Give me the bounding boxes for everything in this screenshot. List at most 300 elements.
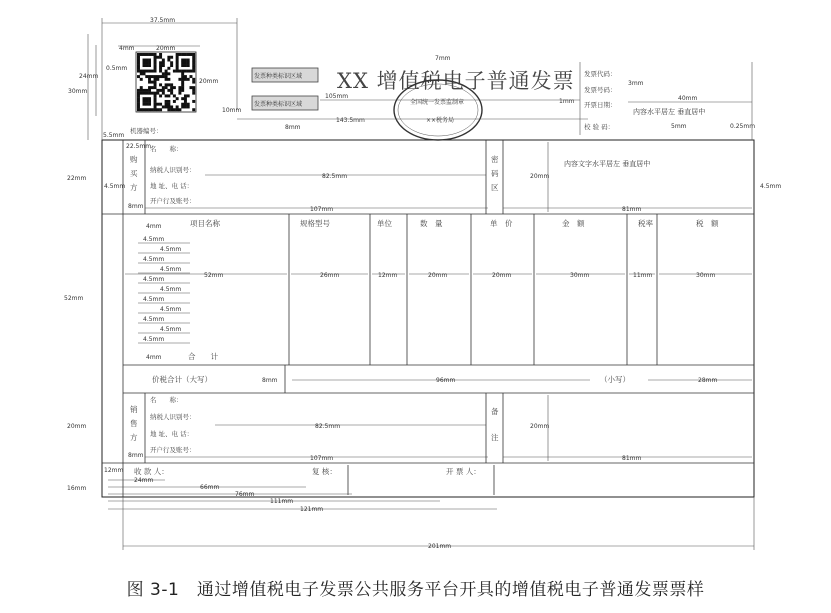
- qr-module: [189, 86, 192, 89]
- qr-module: [140, 53, 143, 56]
- qr-module: [178, 53, 181, 56]
- qr-module: [187, 78, 190, 81]
- qr-module: [148, 86, 151, 89]
- row-height-dim-7: 4.5mm: [160, 306, 182, 313]
- header-label-code: 发票代码：: [584, 70, 617, 78]
- qr-module: [187, 103, 190, 106]
- seller-row-bank: 开户行及账号：: [150, 446, 196, 454]
- dim-30mm-left: 30mm: [68, 88, 88, 95]
- dim-8mm-buyer: 8mm: [128, 203, 144, 210]
- code-side-3: 区: [491, 183, 499, 192]
- qr-module: [156, 78, 159, 81]
- dim-0-25mm: 0.25mm: [730, 123, 756, 130]
- code-side-2: 码: [491, 169, 499, 178]
- qr-module: [176, 61, 179, 64]
- dim-52mm: 52mm: [64, 295, 84, 302]
- dim-3mm: 3mm: [628, 80, 644, 87]
- qr-module: [184, 61, 187, 64]
- qr-module: [148, 59, 151, 62]
- buyer-side-1: 购: [130, 155, 138, 164]
- qr-code: [136, 52, 196, 112]
- qr-module: [159, 67, 162, 70]
- qr-module: [156, 75, 159, 78]
- qr-module: [170, 83, 173, 86]
- qr-module: [181, 78, 184, 81]
- qr-module: [162, 75, 165, 78]
- code-side-1: 密: [491, 155, 499, 164]
- qr-module: [184, 94, 187, 97]
- items-header-1: 规格型号: [300, 219, 330, 228]
- dim-40mm: 40mm: [678, 95, 698, 102]
- qr-module: [176, 70, 179, 73]
- qr-module: [148, 61, 151, 64]
- qr-module: [154, 56, 157, 59]
- qr-module: [137, 53, 140, 56]
- stamp-label-2: 发票种类标识区域: [254, 101, 303, 108]
- dim-96mm: 96mm: [436, 377, 456, 384]
- qr-module: [181, 61, 184, 64]
- qr-module: [159, 61, 162, 64]
- items-header-2: 单位: [377, 219, 392, 228]
- dim-4-5mm-buyer-left: 4.5mm: [104, 183, 126, 190]
- dim-4mm-top: 4mm: [119, 45, 135, 52]
- qr-module: [181, 70, 184, 73]
- qr-module: [184, 103, 187, 106]
- qr-module: [184, 105, 187, 108]
- qr-module: [137, 92, 140, 95]
- qr-module: [173, 108, 176, 111]
- qr-module: [167, 67, 170, 70]
- items-header-7: 税 额: [696, 219, 719, 228]
- qr-module: [187, 64, 190, 67]
- qr-module: [137, 94, 140, 97]
- qr-module: [184, 70, 187, 73]
- qr-module: [162, 61, 165, 64]
- qr-module: [165, 103, 168, 106]
- qr-module: [167, 59, 170, 62]
- row-height-dim-4: 4.5mm: [143, 276, 165, 283]
- dim-0-5mm: 0.5mm: [106, 65, 128, 72]
- qr-module: [173, 70, 176, 73]
- machine-number-label: 机器编号：: [130, 127, 163, 135]
- qr-module: [176, 53, 179, 56]
- dim-20mm-qr: 20mm: [199, 78, 219, 85]
- qr-module: [140, 86, 143, 89]
- row-height-dim-8: 4.5mm: [143, 316, 165, 323]
- seller-side-2: 售: [130, 419, 138, 428]
- qr-module: [154, 75, 157, 78]
- qr-module: [165, 83, 168, 86]
- small-label: （小写）: [600, 375, 630, 384]
- dim-107mm-buyer: 107mm: [310, 206, 334, 213]
- dim-20mm-code: 20mm: [530, 173, 550, 180]
- qr-module: [154, 86, 157, 89]
- qr-module: [176, 64, 179, 67]
- qr-module: [137, 64, 140, 67]
- buyer-row-address: 地 址、电 话：: [150, 182, 194, 190]
- qr-module: [176, 105, 179, 108]
- dim-121mm: 121mm: [300, 506, 324, 513]
- qr-module: [148, 108, 151, 111]
- items-dim-label-0: 52mm: [204, 272, 224, 279]
- qr-module: [159, 108, 162, 111]
- items-dim-label-4: 20mm: [492, 272, 512, 279]
- qr-module: [140, 92, 143, 95]
- qr-module: [154, 83, 157, 86]
- items-dim-label-6: 11mm: [633, 272, 653, 279]
- qr-module: [165, 105, 168, 108]
- qr-module: [154, 100, 157, 103]
- qr-module: [148, 53, 151, 56]
- qr-module: [181, 97, 184, 100]
- qr-module: [151, 108, 154, 111]
- qr-module: [165, 75, 168, 78]
- qr-module: [137, 105, 140, 108]
- qr-module: [162, 92, 165, 95]
- qr-module: [181, 64, 184, 67]
- qr-module: [145, 75, 148, 78]
- qr-module: [181, 86, 184, 89]
- qr-module: [151, 86, 154, 89]
- qr-module: [137, 70, 140, 73]
- qr-module: [159, 53, 162, 56]
- qr-module: [137, 59, 140, 62]
- dim-111mm: 111mm: [270, 498, 294, 505]
- qr-module: [145, 59, 148, 62]
- items-header-6: 税率: [638, 219, 653, 228]
- items-dim-label-1: 26mm: [320, 272, 340, 279]
- qr-module: [176, 59, 179, 62]
- qr-module: [148, 78, 151, 81]
- qr-module: [145, 100, 148, 103]
- qr-module: [159, 64, 162, 67]
- qr-module: [167, 72, 170, 75]
- dim-12mm-footer: 12mm: [104, 467, 124, 474]
- dim-22mm-left: 22mm: [67, 175, 87, 182]
- qr-module: [187, 61, 190, 64]
- qr-module: [151, 75, 154, 78]
- seller-row-name: 名 称：: [150, 396, 183, 404]
- qr-module: [154, 59, 157, 62]
- row-height-dim-5: 4.5mm: [160, 286, 182, 293]
- qr-module: [159, 70, 162, 73]
- qr-module: [192, 100, 195, 103]
- qr-module: [156, 108, 159, 111]
- dim-82-5mm-seller: 82.5mm: [315, 423, 341, 430]
- qr-module: [159, 94, 162, 97]
- qr-module: [162, 72, 165, 75]
- footer-reviewer: 复 核：: [312, 467, 337, 476]
- qr-module: [151, 53, 154, 56]
- dim-28mm: 28mm: [698, 377, 718, 384]
- dim-37-5: 37.5mm: [150, 17, 176, 24]
- footer-issuer: 开 票 人：: [446, 467, 481, 476]
- dim-66mm: 66mm: [200, 484, 220, 491]
- qr-module: [162, 59, 165, 62]
- qr-module: [187, 105, 190, 108]
- dim-20mm-note: 20mm: [530, 423, 550, 430]
- dim-8mm-stamp: 8mm: [285, 124, 301, 131]
- qr-module: [145, 92, 148, 95]
- items-dim-label-5: 30mm: [570, 272, 590, 279]
- qr-module: [140, 78, 143, 81]
- total-label: 合 计: [188, 352, 218, 361]
- items-dim-label-2: 12mm: [378, 272, 398, 279]
- items-header-3: 数 量: [420, 219, 443, 228]
- qr-module: [184, 78, 187, 81]
- buyer-row-name: 名 称：: [150, 145, 183, 153]
- qr-module: [165, 94, 168, 97]
- qr-module: [137, 67, 140, 70]
- dim-10mm: 10mm: [222, 107, 242, 114]
- dim-76mm: 76mm: [235, 491, 255, 498]
- qr-module: [159, 103, 162, 106]
- qr-module: [167, 94, 170, 97]
- qr-module: [159, 83, 162, 86]
- qr-module: [159, 75, 162, 78]
- qr-module: [145, 70, 148, 73]
- invoice-outer-frame: [102, 140, 754, 497]
- qr-module: [148, 100, 151, 103]
- buyer-row-bank: 开户行及账号：: [150, 197, 196, 205]
- qr-module: [176, 108, 179, 111]
- dim-81mm-code: 81mm: [622, 206, 642, 213]
- dim-5mm-right: 5mm: [671, 123, 687, 130]
- qr-module: [143, 92, 146, 95]
- qr-module: [192, 64, 195, 67]
- qr-module: [145, 97, 148, 100]
- qr-module: [154, 78, 157, 81]
- qr-module: [154, 108, 157, 111]
- qr-module: [145, 64, 148, 67]
- qr-module: [143, 53, 146, 56]
- header-label-check: 校 验 码：: [584, 123, 615, 131]
- tax-total-label: 价税合计（大写）: [152, 375, 212, 384]
- qr-module: [176, 56, 179, 59]
- qr-module: [154, 97, 157, 100]
- qr-module: [137, 61, 140, 64]
- qr-module: [154, 70, 157, 73]
- qr-module: [184, 53, 187, 56]
- qr-module: [167, 56, 170, 59]
- dim-4mm-items: 4mm: [146, 223, 162, 230]
- qr-module: [167, 108, 170, 111]
- seal-upper-text: 全国统一发票监制章: [410, 99, 465, 106]
- qr-module: [170, 64, 173, 67]
- qr-module: [170, 89, 173, 92]
- qr-module: [181, 59, 184, 62]
- qr-module: [137, 75, 140, 78]
- qr-module: [187, 53, 190, 56]
- items-dim-label-7: 30mm: [696, 272, 716, 279]
- row-height-dim-9: 4.5mm: [160, 326, 182, 333]
- qr-module: [173, 100, 176, 103]
- qr-module: [170, 92, 173, 95]
- qr-module: [181, 75, 184, 78]
- header-label-number: 发票号码：: [584, 86, 617, 94]
- qr-module: [137, 89, 140, 92]
- qr-module: [143, 70, 146, 73]
- qr-module: [181, 83, 184, 86]
- qr-module: [154, 61, 157, 64]
- note-side-2: 注: [491, 433, 499, 442]
- qr-module: [156, 92, 159, 95]
- qr-module: [176, 97, 179, 100]
- qr-module: [154, 103, 157, 106]
- seller-side-3: 方: [130, 433, 138, 442]
- qr-module: [170, 56, 173, 59]
- qr-module: [165, 72, 168, 75]
- qr-module: [156, 103, 159, 106]
- qr-module: [154, 81, 157, 84]
- seal-lower-text: ××税务局: [426, 117, 455, 124]
- qr-module: [143, 89, 146, 92]
- qr-module: [178, 86, 181, 89]
- qr-module: [154, 94, 157, 97]
- note-side-1: 备: [491, 407, 499, 416]
- qr-module: [170, 61, 173, 64]
- qr-module: [151, 70, 154, 73]
- dim-4mm-total: 4mm: [146, 354, 162, 361]
- qr-module: [178, 78, 181, 81]
- buyer-row-taxid: 纳税人识别号：: [150, 166, 196, 174]
- qr-module: [151, 92, 154, 95]
- qr-module: [143, 100, 146, 103]
- qr-module: [143, 61, 146, 64]
- dim-105mm: 105mm: [325, 93, 349, 100]
- dim-1mm: 1mm: [559, 98, 575, 105]
- dim-24mm-footer: 24mm: [134, 477, 154, 484]
- qr-module: [159, 89, 162, 92]
- qr-module: [140, 89, 143, 92]
- dim-5-5mm: 5.5mm: [103, 132, 125, 139]
- qr-module: [165, 86, 168, 89]
- row-height-dim-1: 4.5mm: [160, 246, 182, 253]
- dim-82-5mm-buyer: 82.5mm: [322, 173, 348, 180]
- qr-module: [154, 105, 157, 108]
- qr-module: [192, 92, 195, 95]
- qr-module: [181, 81, 184, 84]
- qr-module: [176, 67, 179, 70]
- qr-module: [143, 64, 146, 67]
- qr-module: [170, 105, 173, 108]
- qr-module: [137, 103, 140, 106]
- buyer-side-3: 方: [130, 183, 138, 192]
- qr-module: [140, 70, 143, 73]
- seller-row-address: 地 址、电 话：: [150, 430, 194, 438]
- qr-module: [165, 100, 168, 103]
- qr-module: [184, 100, 187, 103]
- qr-module: [148, 70, 151, 73]
- qr-module: [192, 89, 195, 92]
- dim-8mm-total: 8mm: [262, 377, 278, 384]
- dim-16mm: 16mm: [67, 485, 87, 492]
- qr-module: [167, 100, 170, 103]
- qr-module: [187, 94, 190, 97]
- qr-module: [178, 92, 181, 95]
- qr-module: [162, 89, 165, 92]
- qr-module: [162, 105, 165, 108]
- dim-20mm-seller-left: 20mm: [67, 423, 87, 430]
- qr-module: [159, 56, 162, 59]
- qr-module: [178, 70, 181, 73]
- qr-module: [148, 81, 151, 84]
- seller-side-1: 销: [130, 405, 138, 414]
- qr-module: [137, 108, 140, 111]
- dim-107mm-seller: 107mm: [310, 455, 334, 462]
- items-dim-label-3: 20mm: [428, 272, 448, 279]
- qr-module: [145, 89, 148, 92]
- stamp-label-1: 发票种类标识区域: [254, 73, 303, 80]
- qr-module: [165, 78, 168, 81]
- qr-module: [148, 64, 151, 67]
- qr-module: [145, 61, 148, 64]
- qr-module: [192, 70, 195, 73]
- items-header-4: 单 价: [490, 219, 513, 228]
- qr-module: [184, 75, 187, 78]
- invoice-title: XX 增值税电子普通发票: [337, 69, 575, 93]
- qr-module: [184, 64, 187, 67]
- qr-module: [154, 64, 157, 67]
- qr-module: [137, 100, 140, 103]
- dim-8mm-seller: 8mm: [128, 452, 144, 459]
- qr-module: [148, 97, 151, 100]
- qr-module: [154, 53, 157, 56]
- qr-module: [148, 75, 151, 78]
- dim-143-5mm: 143.5mm: [336, 117, 365, 124]
- items-header-5: 金 额: [562, 219, 585, 228]
- qr-module: [170, 86, 173, 89]
- qr-module: [143, 97, 146, 100]
- footer-payee: 收 款 人：: [134, 467, 169, 476]
- qr-module: [192, 59, 195, 62]
- qr-module: [178, 108, 181, 111]
- qr-module: [192, 53, 195, 56]
- dim-81mm-note: 81mm: [622, 455, 642, 462]
- qr-module: [143, 72, 146, 75]
- row-height-dim-2: 4.5mm: [143, 256, 165, 263]
- qr-module: [173, 94, 176, 97]
- qr-module: [167, 89, 170, 92]
- dim-20mm-top: 20mm: [156, 45, 176, 52]
- dim-22-5mm: 22.5mm: [126, 143, 152, 150]
- qr-module: [156, 89, 159, 92]
- header-label-date: 开票日期：: [584, 101, 617, 109]
- dim-4-5mm-right: 4.5mm: [760, 183, 782, 190]
- qr-module: [145, 103, 148, 106]
- figure-caption: 图 3-1 通过增值税电子发票公共服务平台开具的增值税电子普通发票票样: [126, 580, 705, 600]
- qr-module: [181, 89, 184, 92]
- qr-module: [140, 108, 143, 111]
- qr-module: [167, 103, 170, 106]
- row-height-dim-10: 4.5mm: [143, 336, 165, 343]
- qr-module: [148, 92, 151, 95]
- qr-module: [140, 72, 143, 75]
- qr-module: [192, 78, 195, 81]
- qr-module: [143, 108, 146, 111]
- qr-module: [192, 81, 195, 84]
- qr-module: [156, 56, 159, 59]
- qr-module: [170, 108, 173, 111]
- qr-module: [148, 103, 151, 106]
- qr-module: [181, 72, 184, 75]
- dim-24mm: 24mm: [79, 73, 99, 80]
- qr-module: [189, 70, 192, 73]
- row-height-dim-0: 4.5mm: [143, 236, 165, 243]
- qr-module: [189, 53, 192, 56]
- qr-module: [192, 61, 195, 64]
- qr-module: [192, 86, 195, 89]
